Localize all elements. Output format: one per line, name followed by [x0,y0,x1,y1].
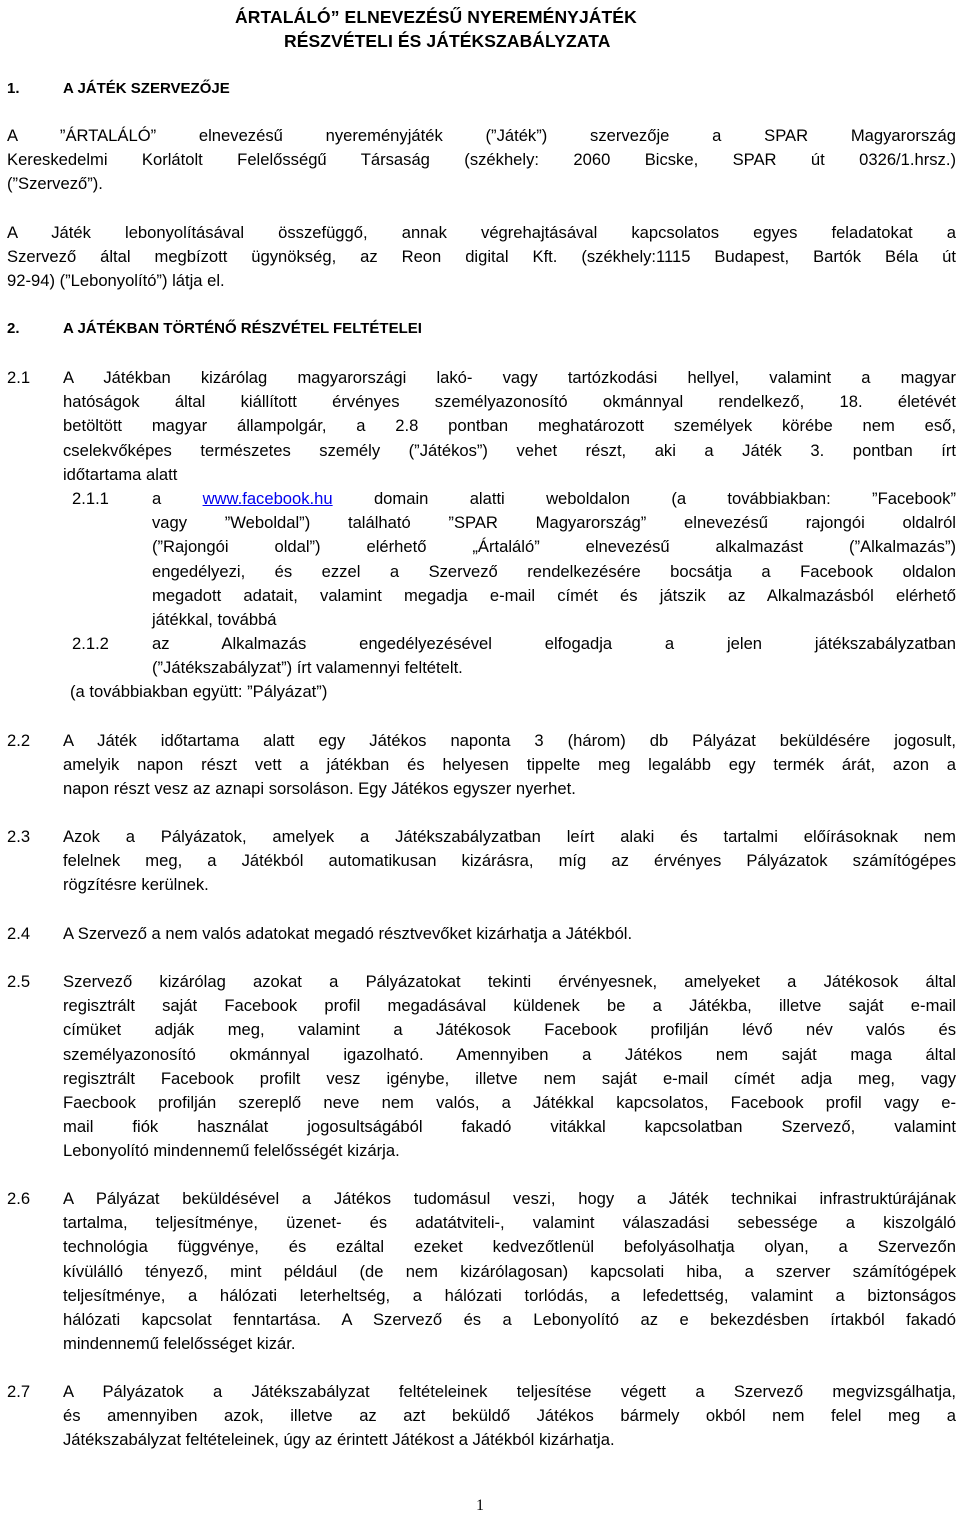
text-a: a [152,489,162,508]
text-line: Szervező kizárólag azokat a Pályázatokat tekinti érvényesnek, amelyeket a Játékosok által [63,972,956,991]
section-2-heading [7,320,422,337]
text-line: betöltött magyar állampolgár, a 2.8 pontban meghatározott személyek körébe nem eső, [63,416,956,436]
text-line: Szervező által megbízott ügynökség, az Reon digital Kft. (székhely:1115 Budapest, Bartók Béla út [7,247,956,267]
title-line-2: RÉSZVÉTELI ÉS JÁTÉKSZABÁLYZATA [284,31,611,51]
text-line: A ”ÁRTALÁLÓ” elnevezésű nyereményjáték (”Játék”) szervezője a SPAR Magyarország [7,126,956,145]
section-title: A JÁTÉK SZERVEZŐJE [63,80,230,97]
text-line: megadott adatait, valamint megadja e-mail címét és játszik az Alkalmazásból elérhető [152,585,956,605]
section-number: 1. [7,80,20,97]
together-note [70,680,950,704]
clause-number: 2.7 [7,1382,31,1401]
page-number: 1 [476,1497,484,1514]
text-line: (”Rajongói oldal”) elérhető „Ártaláló” elnevezésű alkalmazást (”Alkalmazás”) [152,537,956,557]
facebook-link[interactable]: www.facebook.hu [202,489,333,508]
text-line: hálózati kapcsolat fenntartása. A Szervező és a Lebonyolító az e bekezdésben írtakból fakadó [63,1310,956,1330]
text-line: A Játékban kizárólag magyarországi lakó- vagy tartózkodási hellyel, valamint a magyar [63,368,956,387]
text-line: A Játék lebonyolításával összefüggő, annak végrehajtásával kapcsolatos egyes feladatokat a [7,223,956,242]
text-line: A Pályázatok a Játékszabályzat feltételeinek teljesítése végett a Szervező megvizsgálhatja, [63,1382,956,1401]
clause-number: 2.6 [7,1189,31,1208]
text-line: kívülálló tényező, mint például (de nem kizárólagosan) kapcsolati hiba, a szerver számítógépek [63,1261,956,1281]
text-line: mail fiók használat jogosultságából fakadó vitákkal kapcsolatban Szervező, valamint [63,1117,956,1137]
title-line-1: ÁRTALÁLÓ” ELNEVEZÉSŰ NYEREMÉNYJÁTÉK [235,7,637,27]
section-number: 2. [7,320,20,337]
text-line: címüket adják meg, valamint a Játékosok Facebook profilján lévő név valós és [63,1020,956,1040]
text-line: Kereskedelmi Korlátolt Felelősségű Társaság (székhely: 2060 Bicske, SPAR út 0326/1.hrsz.) [7,150,956,170]
text-line: A Pályázat beküldésével a Játékos tudomásul veszi, hogy a Játék technikai infrastruktúrájának [63,1189,956,1208]
text-line: cselekvőképes természetes személy (”Játékos”) vehet részt, aki a Játék 3. pontban írt [63,440,956,460]
text-line: játékkal, továbbá [152,610,277,630]
text-line: hatóságok által kiállított érvényes személyazonosító okmánnyal rendelkező, 18. életévét [63,392,956,412]
clause-number: 2.5 [7,972,31,991]
paragraph-operator [7,221,956,294]
text-line: Azok a Pályázatok, amelyek a Játékszabályzatban leírt alaki és tartalmi előírásoknak nem [63,827,956,846]
text-line: 92-94) (”Lebonyolító”) látja el. [7,271,225,291]
text-line: engedélyezi, és ezzel a Szervező rendelkezésére bocsátja a Facebook oldalon [152,561,956,581]
text-line: napon részt vesz az aznapi sorsoláson. Egy Játékos egyszer nyerhet. [63,779,576,799]
clause-number: 2.2 [7,731,31,750]
text-line: személyazonosító okmánnyal igazolható. Amennyiben a Játékos nem saját maga által [63,1044,956,1064]
paragraph-organizer [7,124,956,197]
text-line: regisztrált Facebook profilt vesz igénybe, illetve nem saját e-mail címét adja meg, vagy [63,1068,956,1088]
text-line: felelnek meg, a Játékból automatikusan kizárásra, míg az érvényes Pályázatok számítógépes [63,851,956,871]
text-line: teljesítménye, a hálózati leterheltség, a hálózati torlódás, a lefedettség, valamint a biztonságos [63,1285,956,1305]
text-line: (a továbbiakban együtt: ”Pályázat”) [70,682,328,701]
clause-number: 2.4 [7,924,31,943]
clause-number: 2.3 [7,827,31,846]
text-line: és amennyiben azok, illetve az azt beküldő Játékos bármely okból nem felel meg a [63,1406,956,1426]
text-line: mindennemű felelősséget kizár. [63,1334,296,1354]
text-line: Játékszabályzat feltételeinek, úgy az érintett Játékost a Játékból kizárhatja. [63,1430,615,1450]
section-title: A JÁTÉKBAN TÖRTÉNŐ RÉSZVÉTEL FELTÉTELEI [63,320,422,337]
text-line: időtartama alatt [63,464,178,484]
text-line: regisztrált saját Facebook profil megadásával küldenek be a Játékba, illetve saját e-mail [63,996,956,1016]
text-line: vagy ”Weboldal”) található ”SPAR Magyarország” elnevezésű rajongói oldalról [152,513,956,533]
text-line: amelyik napon részt vett a játékban és helyesen tippelte meg legalább egy termék árát, azon a [63,755,956,775]
text-rest: domain alatti weboldalon (a továbbiakban: ”Facebook” [373,489,956,508]
text-line: technológia függvénye, és ezáltal ezeket kedvezőtlenül befolyásolhatja olyan, a Szervezőn [63,1237,956,1257]
text-line: Faecbook profilján szereplő neve nem valós, a Játékkal kapcsolatos, Facebook profil vagy e- [63,1093,956,1113]
text-line: rögzítésre kerülnek. [63,875,209,895]
text-line: (”Szervező”). [7,174,103,194]
text-line [152,487,956,511]
text-line: Lebonyolító mindennemű felelősségét kizárja. [63,1141,400,1161]
text-line: A Játék időtartama alatt egy Játékos naponta 3 (három) db Pályázat beküldésére jogosult, [63,731,956,750]
text-line: az Alkalmazás engedélyezésével elfogadja a jelen játékszabályzatban [152,634,956,653]
clause-number: 2.1.2 [72,634,109,653]
text-line: (”Játékszabályzat”) írt valamennyi feltételt. [152,658,463,678]
text-line: A Szervező a nem valós adatokat megadó résztvevőket kizárhatja a Játékból. [63,924,633,943]
section-1-heading [7,80,230,97]
clause-number: 2.1.1 [72,489,109,508]
clause-number: 2.1 [7,368,31,387]
text-line: tartalma, teljesítménye, üzenet- és adatátviteli-, valamint válaszadási sebessége a kiszolgáló [63,1213,956,1233]
